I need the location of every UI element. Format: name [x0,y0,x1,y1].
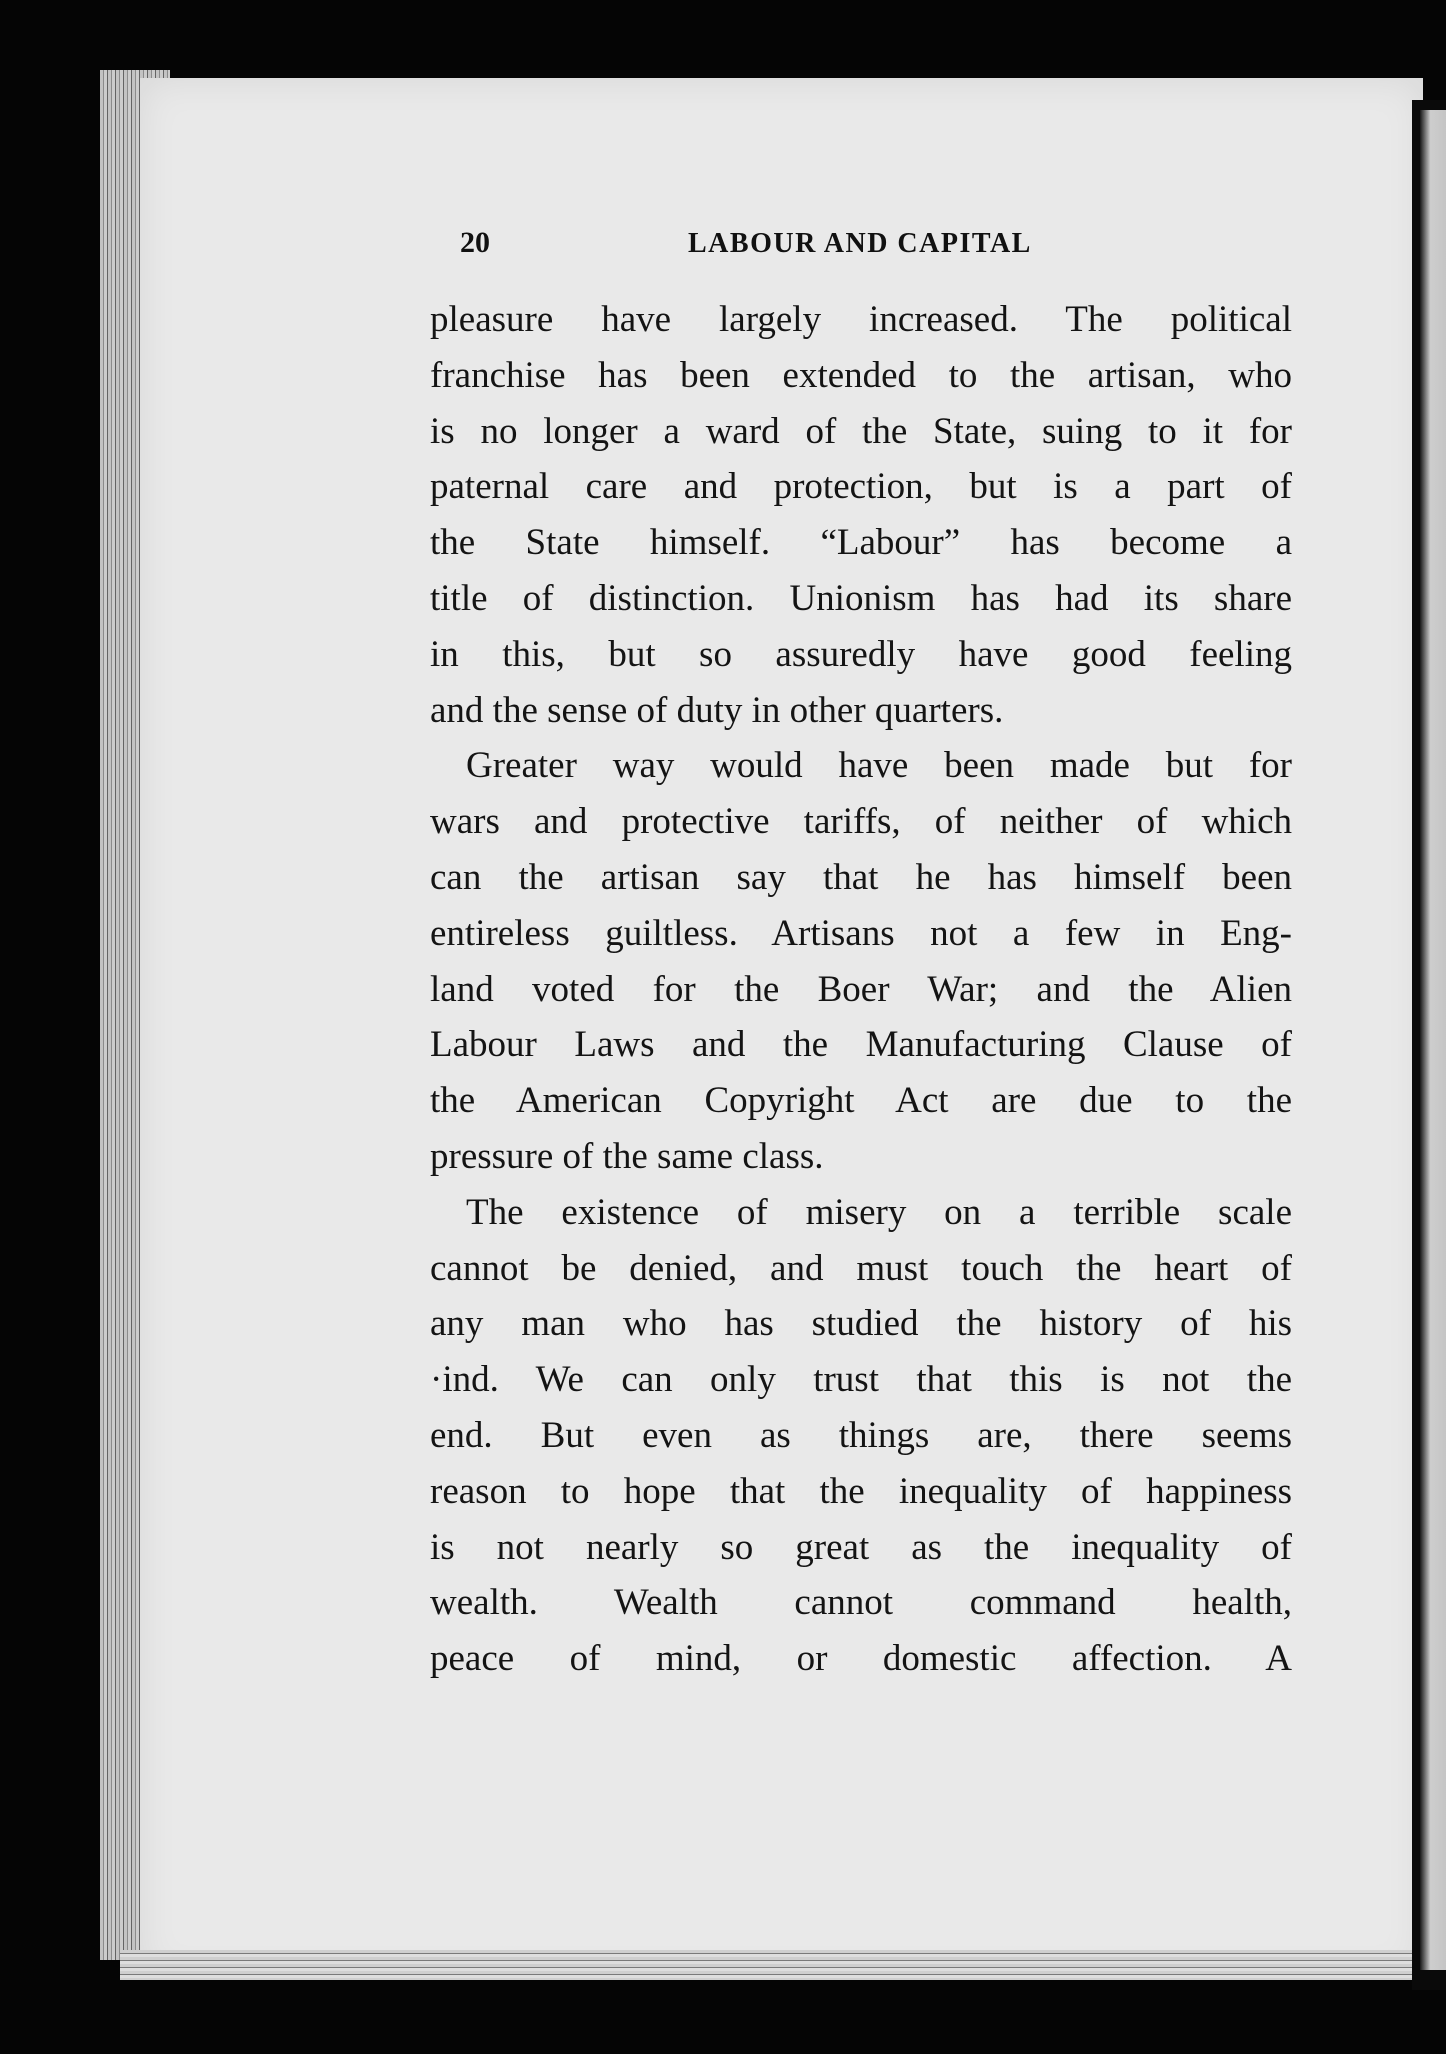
text-line: pressure of the same class. [430,1135,824,1177]
text-line: can the artisan say that he has himself been [430,856,1292,898]
paragraph [430,292,1292,738]
text-line: ·ind. We can only trust that this is not the [430,1359,1292,1401]
page-header [460,226,1080,266]
text-line: Greater way would have been made but for [466,745,1292,787]
book-bottom-edge [120,1950,1420,1980]
paragraph [430,1185,1292,1687]
text-line: reason to hope that the inequality of happiness [430,1470,1292,1512]
paragraph [430,738,1292,1184]
text-line: Labour Laws and the Manufacturing Clause of [430,1024,1292,1066]
text-line: cannot be denied, and must touch the heart of [430,1247,1292,1289]
text-line: in this, but so assuredly have good feeling [430,633,1292,675]
text-line: end. But even as things are, there seems [430,1414,1292,1456]
text-line: pleasure have largely increased. The political [430,299,1292,340]
text-line: entireless guiltless. Artisans not a few in Eng- [430,912,1292,954]
text-line: is not nearly so great as the inequality of [430,1526,1292,1568]
text-line: any man who has studied the history of his [430,1303,1292,1345]
text-line: is no longer a ward of the State, suing to it for [430,410,1292,452]
text-line: land voted for the Boer War; and the Alien [430,968,1292,1010]
body-text [430,292,1292,1687]
text-line: wars and protective tariffs, of neither of which [430,801,1292,843]
text-line: and the sense of duty in other quarters. [430,689,1004,731]
text-line: the State himself. “Labour” has become a [430,522,1292,564]
next-page-edge [1420,110,1446,1970]
text-line: franchise has been extended to the artisan, who [430,354,1292,396]
running-title: LABOUR AND CAPITAL [688,228,1032,259]
text-line: paternal care and protection, but is a part of [430,466,1292,508]
text-line: The existence of misery on a terrible scale [466,1191,1292,1233]
text-line: wealth. Wealth cannot command health, [430,1582,1292,1624]
page-number: 20 [460,226,490,259]
text-line: peace of mind, or domestic affection. A [430,1638,1292,1680]
text-line: the American Copyright Act are due to the [430,1080,1292,1122]
text-line: title of distinction. Unionism has had its share [430,577,1292,619]
